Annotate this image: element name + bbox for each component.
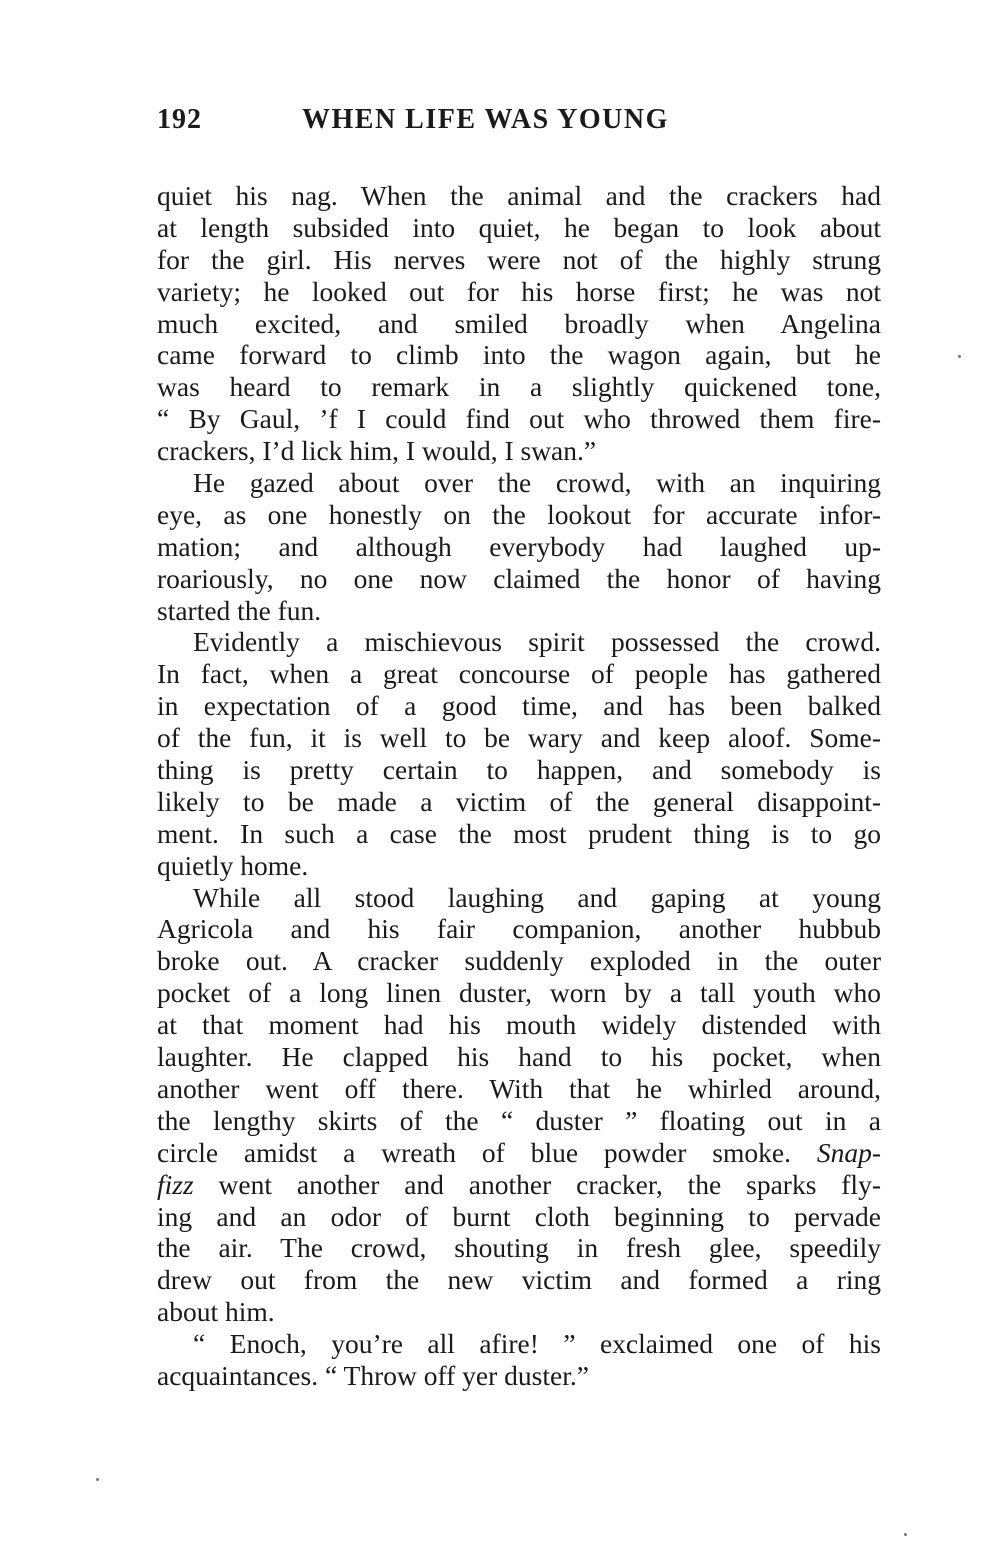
text-line: mation; and although everybody had laughed up-: [157, 530, 881, 562]
text-line: broke out. A cracker suddenly exploded in the outer: [157, 945, 881, 977]
text-line: in expectation of a good time, and has been balked: [157, 690, 881, 722]
text-line: He gazed about over the crowd, with an inquiring: [193, 467, 881, 499]
text-line: “ By Gaul, ’f I could find out who throwed them fire-: [157, 403, 881, 435]
text-line: ing and an odor of burnt cloth beginning to pervade: [157, 1200, 881, 1232]
text-line: for the girl. His nerves were not of the highly strung: [157, 243, 881, 275]
body-text: [157, 180, 881, 1392]
text-line: While all stood laughing and gaping at young: [193, 881, 881, 913]
running-head: [157, 104, 877, 148]
text-line: Agricola and his fair companion, another hubbub: [157, 913, 881, 945]
text-line: started the fun.: [157, 594, 322, 626]
text-line: quietly home.: [157, 849, 309, 881]
text-line: “ Enoch, you’re all afire! ” exclaimed one of his: [193, 1328, 881, 1360]
text-line: came forward to climb into the wagon again, but he: [157, 339, 881, 371]
text-line: eye, as one honestly on the lookout for accurate infor-: [157, 498, 881, 530]
text-line: ment. In such a case the most prudent thing is to go: [157, 817, 881, 849]
text-line: much excited, and smiled broadly when Angelina: [157, 307, 881, 339]
text-line: likely to be made a victim of the general disappoint-: [157, 785, 881, 817]
scan-speck: [904, 1533, 907, 1536]
text-line: another went off there. With that he whirled around,: [157, 1072, 881, 1104]
text-line: roariously, no one now claimed the honor of having: [157, 562, 881, 594]
text-line: thing is pretty certain to happen, and somebody is: [157, 754, 881, 786]
text-line: of the fun, it is well to be wary and keep aloof. Some-: [157, 722, 881, 754]
text-line: acquaintances. “ Throw off yer duster.”: [157, 1359, 589, 1391]
italic-word: Snap-: [816, 1136, 882, 1168]
text-line: In fact, when a great concourse of people has gathered: [157, 658, 881, 690]
text-line: drew out from the new victim and formed a ring: [157, 1264, 881, 1296]
text-line: quiet his nag. When the animal and the crackers had: [157, 180, 881, 211]
text-line: the lengthy skirts of the “ duster ” floating out in a: [157, 1104, 881, 1136]
text-line: at length subsided into quiet, he began to look about: [157, 211, 881, 243]
text-line-with-italic: [157, 1137, 881, 1169]
text-line: crackers, I’d lick him, I would, I swan.”: [157, 435, 597, 467]
page-number: 192: [157, 104, 202, 135]
book-title: WHEN LIFE WAS YOUNG: [302, 104, 669, 135]
text-line: the air. The crowd, shouting in fresh glee, speedily: [157, 1232, 881, 1264]
scan-speck: [96, 1478, 99, 1481]
text-line: laughter. He clapped his hand to his pocket, when: [157, 1041, 881, 1073]
scan-speck: [958, 355, 961, 358]
text-line: Evidently a mischievous spirit possessed the crowd.: [193, 626, 881, 658]
text-line: variety; he looked out for his horse first; he was not: [157, 275, 881, 307]
text-line-with-italic: [157, 1169, 881, 1201]
text-line: about him.: [157, 1296, 275, 1328]
text-line: at that moment had his mouth widely distended with: [157, 1009, 881, 1041]
text-segment: went another and another cracker, the sparks fly-: [193, 1168, 881, 1200]
italic-word: fizz: [157, 1168, 194, 1200]
text-line: pocket of a long linen duster, worn by a tall youth who: [157, 977, 881, 1009]
text-line: was heard to remark in a slightly quickened tone,: [157, 371, 881, 403]
text-segment: circle amidst a wreath of blue powder smoke.: [157, 1136, 791, 1168]
